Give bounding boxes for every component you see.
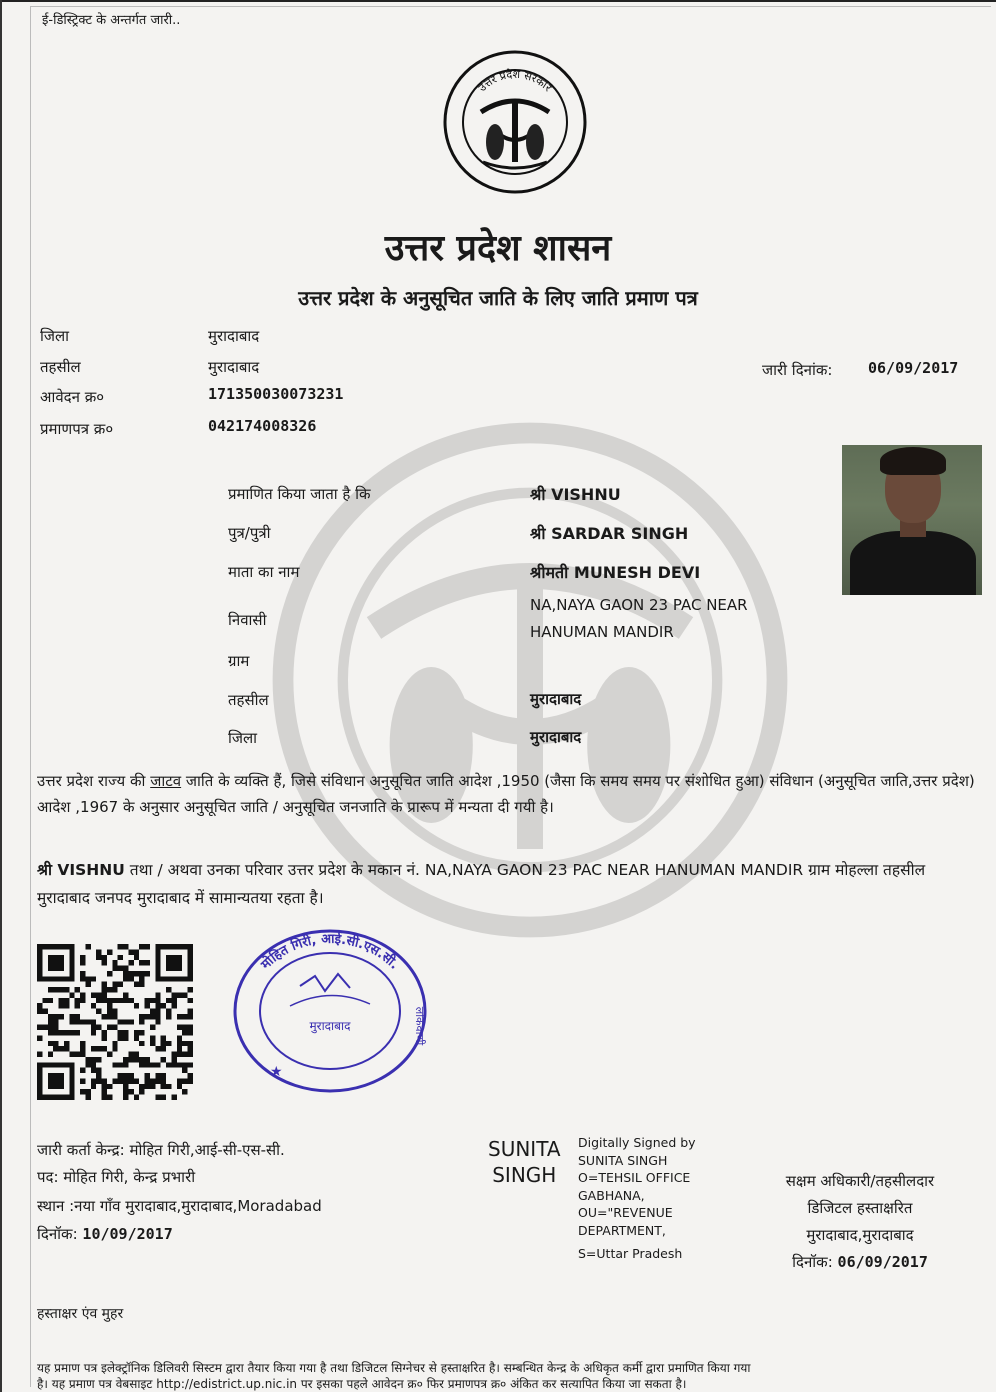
district-value: मुरादाबाद: [530, 728, 582, 746]
meta-value-tehsil: मुरादाबाद: [208, 358, 260, 376]
footer-line1: यह प्रमाण पत्र इलेक्ट्रॉनिक डिलिवरी सिस्टम द्वारा तैयार किया गया है तथा डिजिटल सिग्नेचर से हस्ताक्षरित है। सम्बन्धित केन्द्र के अधिकृत कर्मी द्वारा प्रमाणित किया गया: [37, 1361, 751, 1375]
meta-label-application-no: आवेदन क्र०: [40, 388, 105, 406]
footer-note: [37, 1360, 987, 1392]
certified-label: प्रमाणित किया जाता है कि: [228, 485, 371, 503]
body-p1-end: जाति के व्यक्ति हैं, जिसे संविधान अनुसूचित जाति आदेश ,1950 (जैसा कि समय समय पर संशोधित हुआ) संविधान (अनुसूचित जाति,उत्तर प्रदेश) आदेश ,1967 के अनुसार अनुसूचित जाति / अनुसूचित जनजाति के प्रारूप में मन्यता दी गयी है।: [37, 772, 975, 816]
mother-prefix: श्रीमती: [530, 563, 569, 582]
qr-code-icon: [37, 944, 193, 1100]
resident-line2: HANUMAN MANDIR: [530, 623, 674, 641]
district-label: जिला: [228, 729, 258, 747]
body-paragraph-1: [37, 768, 982, 820]
border-top: [0, 0, 996, 2]
issuer-date: 10/09/2017: [82, 1225, 173, 1243]
stamp-text-right: लोकवाणी: [413, 1006, 426, 1046]
issuer-post: पद: मोहित गिरी, केन्द्र प्रभारी: [37, 1168, 196, 1186]
digital-sign-line: OU="REVENUE: [578, 1205, 673, 1220]
caste-name: जाटव: [150, 772, 182, 790]
applicant-photo-icon: [842, 445, 982, 595]
digital-sign-line: Digitally Signed by: [578, 1135, 696, 1150]
stamp-text-center: मुरादाबाद: [309, 1019, 351, 1033]
header-note: ई-डिस्ट्रिक्ट के अन्तर्गत जारी..: [42, 13, 181, 28]
stamp-text-top: मोहित गिरी, आई.सी.एस.सी.: [258, 931, 402, 973]
tehsil-value: मुरादाबाद: [530, 690, 582, 708]
father-name: SARDAR SINGH: [551, 524, 689, 543]
body-paragraph-2: [37, 856, 982, 912]
body-p2-rest: तथा / अथवा उनका परिवार उत्तर प्रदेश के मकान नं. NA,NAYA GAON 23 PAC NEAR HANUMAN MANDIR ग्राम मोहल्ला तहसील मुरादाबाद जनपद मुरादाबाद में सामान्यतया रहता है।: [37, 861, 926, 907]
digital-sign-line: GABHANA,: [578, 1187, 645, 1203]
authority-digital: डिजिटल हस्ताक्षरित: [807, 1199, 913, 1217]
meta-value-certificate-no: 042174008326: [208, 417, 317, 435]
body-p2-name: श्री VISHNU: [37, 861, 125, 879]
father-label: पुत्र/पुत्री: [228, 524, 271, 542]
meta-value-district: मुरादाबाद: [208, 327, 260, 345]
issue-date-label: जारी दिनांक:: [762, 361, 833, 379]
tehsil-label: तहसील: [228, 691, 269, 709]
resident-label: निवासी: [228, 611, 267, 629]
mother-name: MUNESH DEVI: [573, 563, 701, 582]
name-prefix: श्री: [530, 485, 546, 504]
resident-line1: NA,NAYA GAON 23 PAC NEAR: [530, 596, 748, 614]
authority-date-label: दिनॉक:: [792, 1253, 833, 1271]
svg-text:उत्तर प्रदेश सरकार: [476, 68, 555, 95]
border-left: [0, 0, 2, 1392]
meta-label-tehsil: तहसील: [40, 358, 81, 376]
meta-label-certificate-no: प्रमाणपत्र क्र०: [40, 420, 114, 438]
office-stamp-icon: [230, 926, 430, 1096]
authority-date: 06/09/2017: [837, 1253, 928, 1271]
mother-label: माता का नाम: [228, 563, 300, 581]
issuer-center: जारी कर्ता केन्द्र: मोहित गिरी,आई-सी-एस-सी.: [37, 1141, 285, 1159]
meta-label-district: जिला: [40, 327, 70, 345]
issue-date-value: 06/09/2017: [868, 359, 959, 377]
up-govt-emblem-icon: [443, 50, 587, 194]
digital-sign-name-line2: SINGH: [492, 1163, 557, 1187]
svg-text:★: ★: [270, 1064, 283, 1080]
footer-line2: है। यह प्रमाण पत्र वेबसाइट http://edistrict.up.nic.in पर इसका पहले आवेदन क्र० फिर प्रमाणपत्र क्र० अंकित कर सत्यापित किया जा सकता है।: [37, 1377, 687, 1391]
applicant-name: VISHNU: [551, 485, 621, 504]
digital-sign-line: S=Uttar Pradesh: [578, 1246, 683, 1261]
digital-sign-line: DEPARTMENT,: [578, 1222, 666, 1238]
issuer-place: स्थान :नया गाँव मुरादाबाद,मुरादाबाद,Moradabad: [37, 1197, 322, 1215]
emblem-seal-text: उत्तर प्रदेश सरकार: [475, 67, 555, 95]
page-subtitle: उत्तर प्रदेश के अनुसूचित जाति के लिए जाति प्रमाण पत्र: [298, 286, 698, 310]
issuer-date-label: दिनॉक:: [37, 1225, 78, 1243]
authority-title: सक्षम अधिकारी/तहसीलदार: [785, 1172, 935, 1190]
signature-label: हस्ताक्षर एंव मुहर: [37, 1306, 124, 1322]
village-label: ग्राम: [228, 652, 250, 670]
page-title: उत्तर प्रदेश शासन: [384, 227, 612, 269]
meta-value-application-no: 17135003007323​1: [208, 385, 344, 403]
father-prefix: श्री: [530, 524, 546, 543]
body-p1-start: उत्तर प्रदेश राज्य की: [37, 772, 151, 790]
authority-place: मुरादाबाद,मुरादाबाद: [806, 1226, 914, 1244]
digital-sign-line: SUNITA SINGH: [578, 1152, 668, 1168]
digital-sign-line: O=TEHSIL OFFICE: [578, 1170, 691, 1185]
digital-sign-name-line1: SUNITA: [488, 1137, 561, 1161]
